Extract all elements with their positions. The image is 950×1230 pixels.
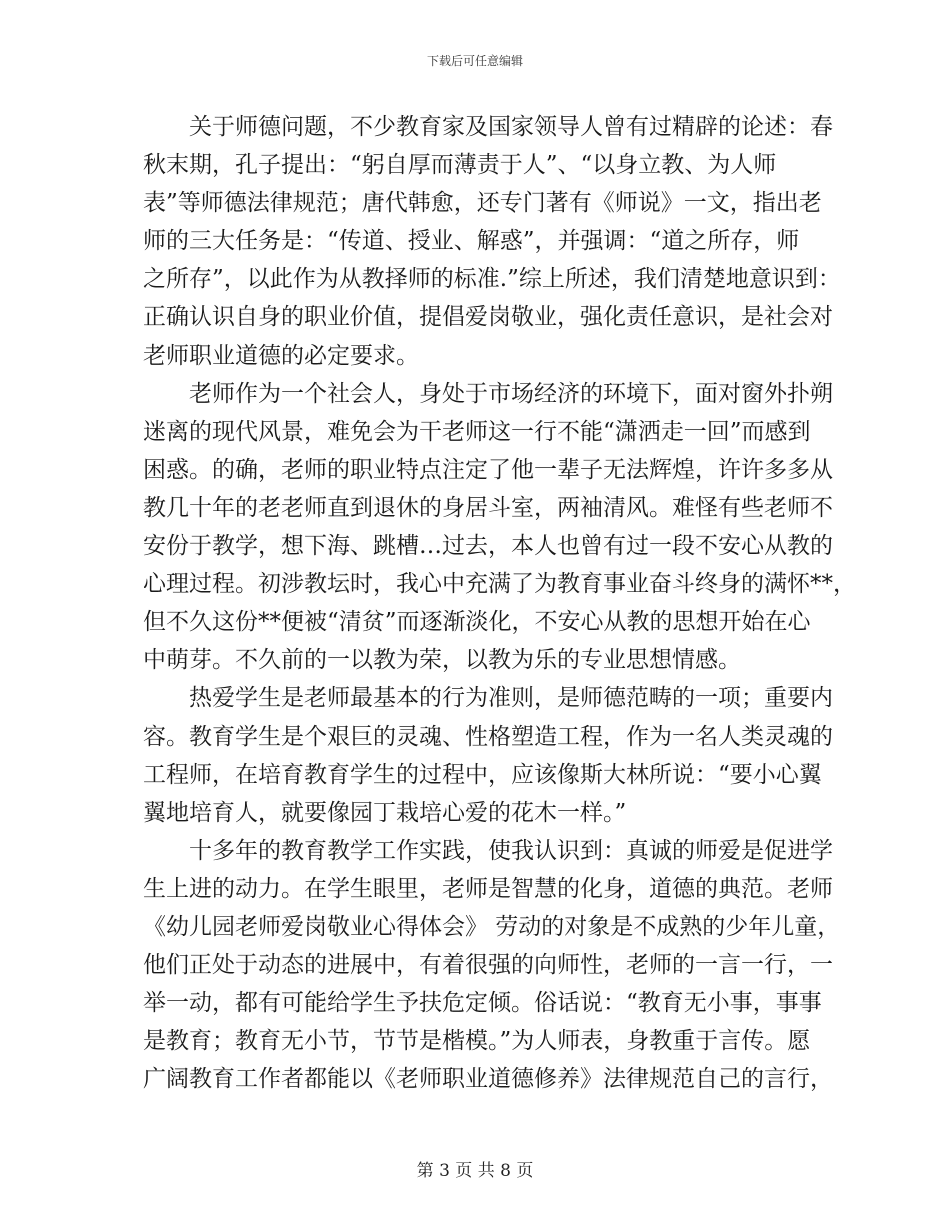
text-line: 秋末期，孔子提出：“躬自厚而薄责于人”、“以身立教、为人师 (143, 152, 777, 179)
text-line: 举一动，都有可能给学生予扶危定倾。俗话说：“教育无小事，事事 (143, 990, 822, 1017)
text-line: 老师职业道德的必定要求。 (143, 342, 419, 369)
text-line: 心理过程。初涉教坛时，我心中充满了为教育事业奋斗终身的满怀**， (143, 571, 856, 598)
text-line: 安份于教学，想下海、跳槽…过去，本人也曾有过一段不安心从教的 (143, 533, 833, 560)
text-line: 困惑。的确，老师的职业特点注定了他一辈子无法辉煌，许许多多从 (143, 456, 833, 483)
text-line: 他们正处于动态的进展中，有着很强的向师性，老师的一言一行，一 (143, 952, 833, 979)
text-line: 表”等师德法律规范；唐代韩愈，还专门著有《师说》一文，指出老 (143, 190, 822, 217)
page-header: 下载后可任意编辑 (426, 54, 523, 68)
text-line: 是教育；教育无小节，节节是楷模。”为人师表，身教重于言传。愿 (143, 1028, 811, 1055)
text-line: 之所存”，以此作为从教择师的标准.”综上所述，我们清楚地意识到： (143, 266, 841, 293)
text-line: 广阔教育工作者都能以《老师职业道德修养》法律规范自己的言行， (143, 1066, 833, 1093)
page-number: 第 3 页 共 8 页 (416, 1161, 534, 1181)
text-line: 师的三大任务是：“传道、授业、解惑”，并强调：“道之所存，师 (143, 228, 800, 255)
text-line: 迷离的现代风景，难免会为干老师这一行不能“潇洒走一回”而感到 (143, 418, 811, 445)
text-line: 容。教育学生是个艰巨的灵魂、性格塑造工程，作为一名人类灵魂的 (143, 723, 833, 750)
text-line: 《幼儿园老师爱岗敬业心得体会》 劳动的对象是不成熟的少年儿童， (143, 913, 841, 940)
text-line: 关于师德问题，不少教育家及国家领导人曾有过精辟的论述：春 (189, 114, 833, 140)
document-body (143, 108, 856, 1098)
text-line: 热爱学生是老师最基本的行为准则，是师德范畴的一项；重要内 (189, 685, 833, 712)
text-line: 中萌芽。不久前的一以教为荣，以教为乐的专业思想情感。 (143, 647, 741, 674)
text-line: 正确认识自身的职业价值，提倡爱岗敬业，强化责任意识，是社会对 (143, 304, 833, 331)
text-line: 生上进的动力。在学生眼里，老师是智慧的化身，道德的典范。老师 (143, 875, 833, 902)
text-line: 教几十年的老老师直到退休的身居斗室，两袖清风。难怪有些老师不 (143, 494, 833, 521)
text-line: 十多年的教育教学工作实践，使我认识到：真诚的师爱是促进学 (189, 837, 833, 864)
text-line: 翼地培育人，就要像园丁栽培心爱的花木一样。” (143, 799, 627, 826)
text-line: 但不久这份**便被“清贫”而逐渐淡化，不安心从教的思想开始在心 (143, 609, 811, 636)
text-line: 工程师，在培育教育学生的过程中，应该像斯大林所说：“要小心翼 (143, 761, 822, 788)
text-line: 老师作为一个社会人，身处于市场经济的环境下，面对窗外扑朔 (189, 380, 833, 407)
